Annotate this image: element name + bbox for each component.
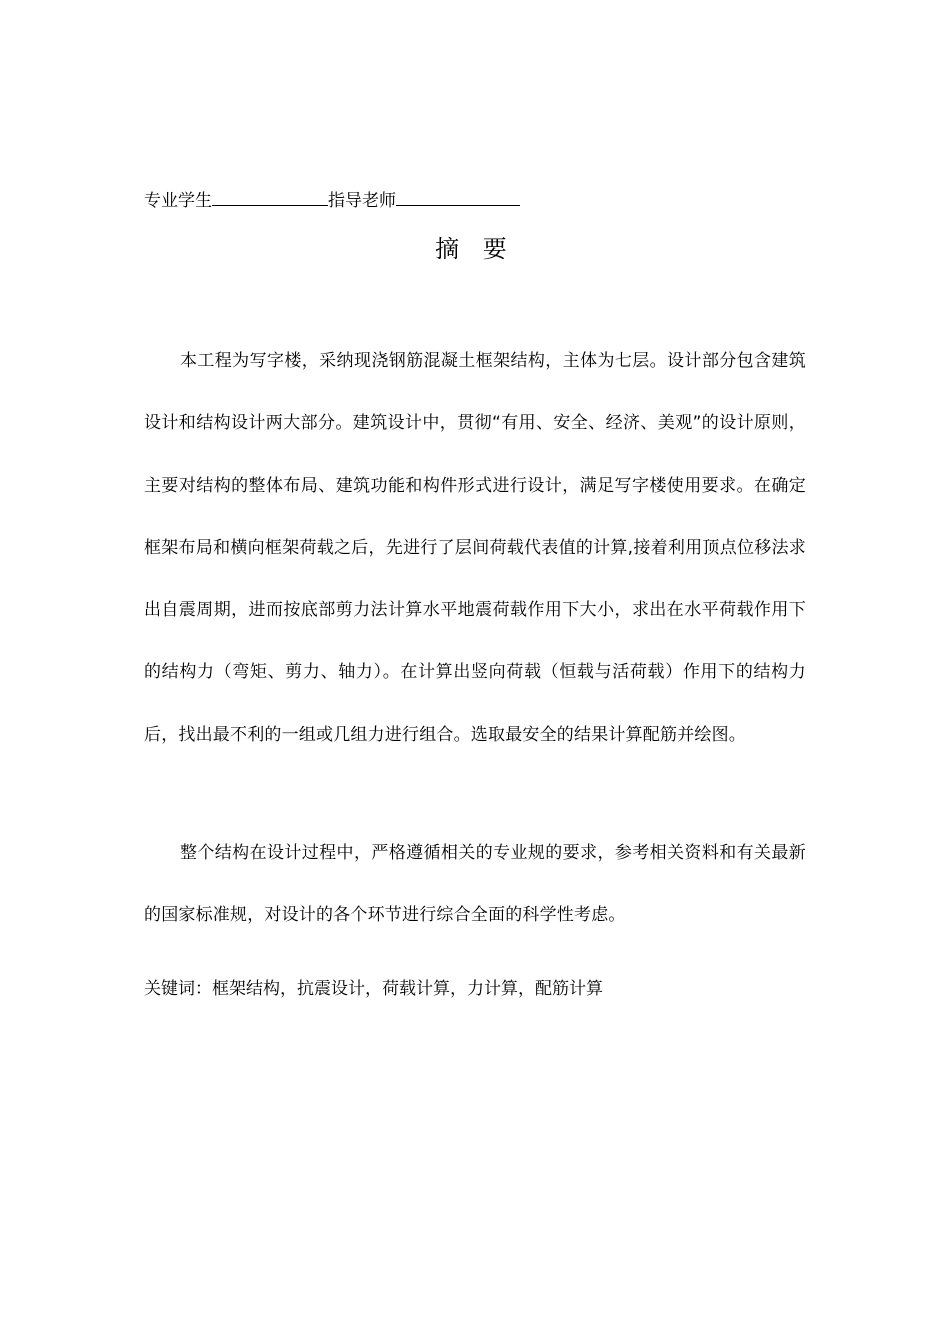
keywords-line: 关键词：框架结构，抗震设计，荷载计算，力计算，配筋计算	[144, 979, 603, 999]
student-name-blank	[212, 187, 328, 206]
page-title: 摘 要	[435, 235, 515, 263]
abstract-paragraph-2: 整个结构在设计过程中，严格遵循相关的专业规的要求，参考相关资料和有关最新的国家标准规，对设计的各个环节进行综合全面的科学性考虑。	[144, 843, 806, 925]
student-label: 专业学生	[144, 191, 212, 211]
header-line	[144, 187, 520, 214]
advisor-label: 指导老师	[328, 191, 396, 211]
advisor-name-blank	[396, 187, 520, 206]
abstract-paragraph-1: 本工程为写字楼，采纳现浇钢筋混凝土框架结构，主体为七层。设计部分包含建筑设计和结构设计两大部分。建筑设计中，贯彻“有用、安全、经济、美观”的设计原则，主要对结构的整体布局、建筑功能和构件形式进行设计，满足写字楼使用要求。在确定框架布局和横向框架荷载之后，先进行了层间荷载代表值的计算,接着利用顶点位移法求出自震周期，进而按底部剪力法计算水平地震荷载作用下大小，求出在水平荷载作用下的结构力（弯矩、剪力、轴力）。在计算出竖向荷载（恒载与活荷载）作用下的结构力后，找出最不利的一组或几组力进行组合。选取最安全的结果计算配筋并绘图。	[144, 351, 806, 745]
